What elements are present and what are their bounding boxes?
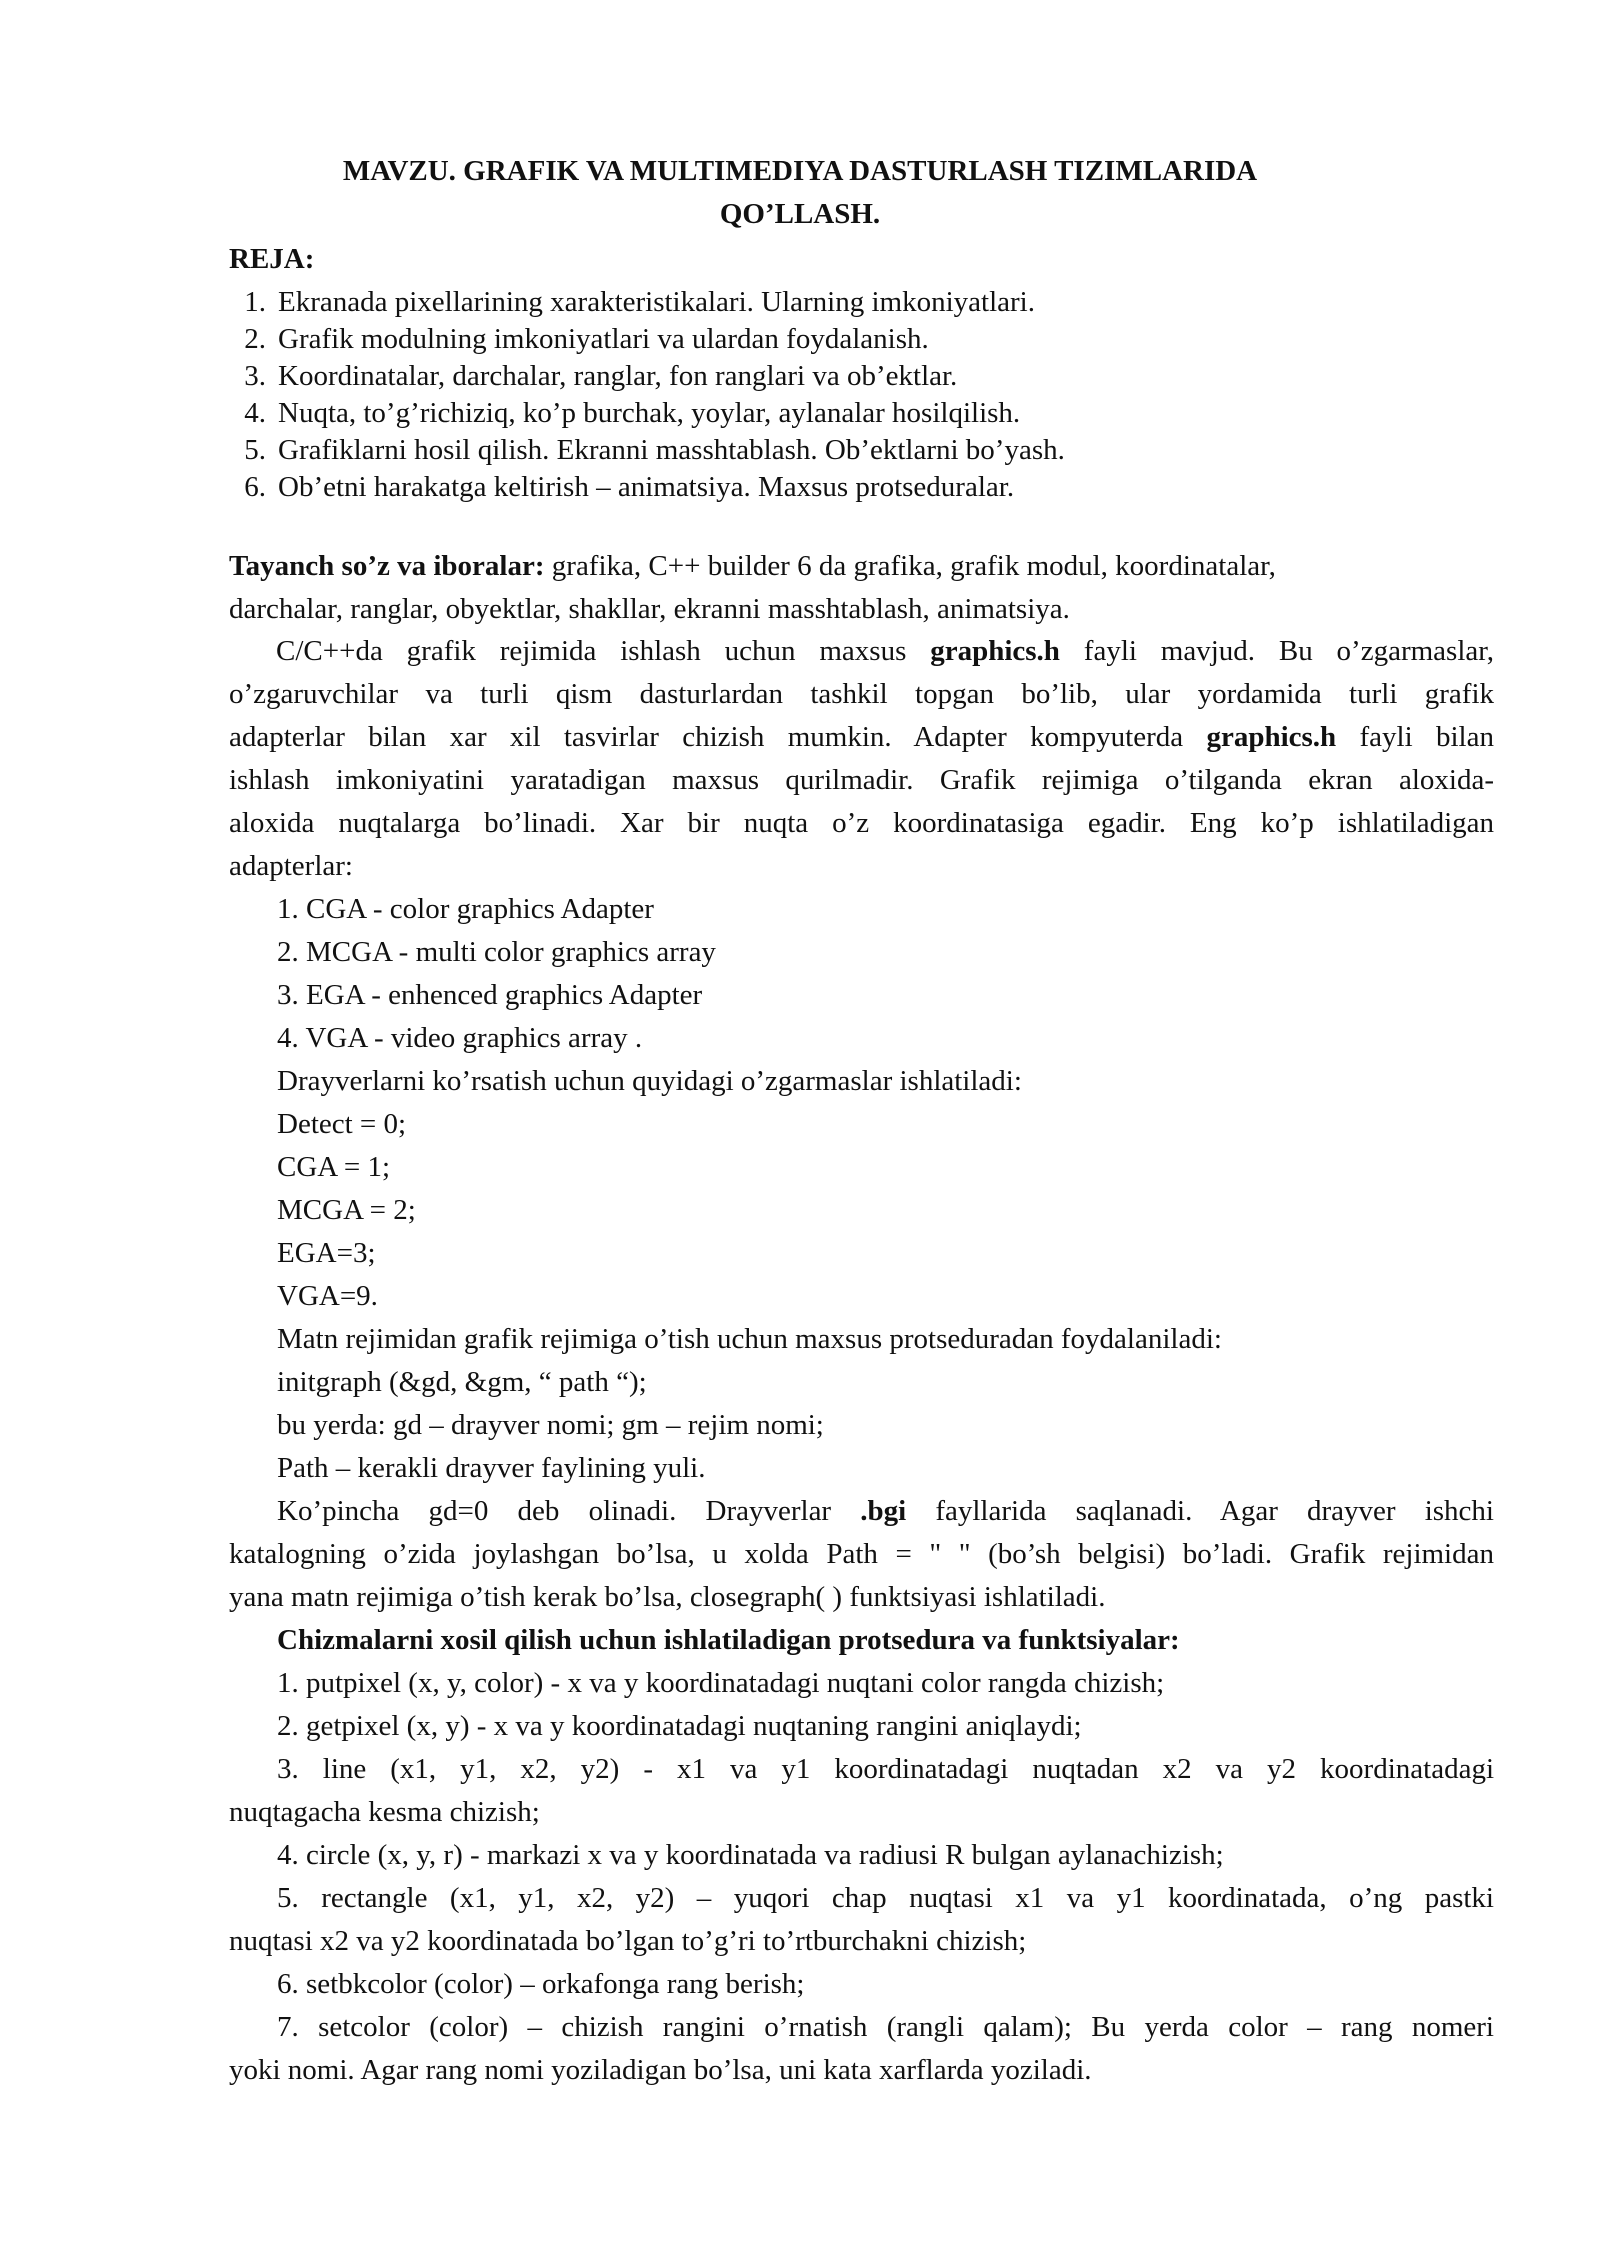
plan-item: 2. Grafik modulning imkoniyatlari va ulardan foydalanish. xyxy=(244,323,929,355)
adapter-item: 1. CGA - color graphics Adapter xyxy=(277,893,654,925)
plan-item: 5. Grafiklarni hosil qilish. Ekranni masshtablash. Ob’ektlarni bo’yash. xyxy=(244,434,1065,466)
adapter-item: 4. VGA - video graphics array . xyxy=(277,1022,643,1054)
function-item: 4. circle (x, y, r) - markazi x va y koordinatada va radiusi R bulgan aylanachizish; xyxy=(277,1839,1224,1871)
keywords-line-2: darchalar, ranglar, obyektlar, shakllar, ekranni masshtablash, animatsiya. xyxy=(229,593,1070,625)
function-item-continued: yoki nomi. Agar rang nomi yoziladigan bo’lsa, uni kata xarflarda yoziladi. xyxy=(229,2054,1092,2086)
note-line-2: katalogning o’zida joylashgan bo’lsa, u xolda Path = " " (bo’sh belgisi) bo’ladi. Grafik rejimidan xyxy=(229,1538,1494,1570)
function-item: 6. setbkcolor (color) – orkafonga rang berish; xyxy=(277,1968,805,2000)
function-item-continued: nuqtagacha kesma chizish; xyxy=(229,1796,540,1828)
intro-line-5: aloxida nuqtalarga bo’linadi. Xar bir nuqta o’z koordinatasiga egadir. Eng ko’p ishlatiladigan xyxy=(229,807,1494,839)
driver-constant: CGA = 1; xyxy=(277,1151,391,1183)
function-item: 3. line (x1, y1, x2, y2) - x1 va y1 koordinatadagi nuqtadan x2 va y2 koordinatadagi xyxy=(277,1753,1494,1785)
adapter-item: 2. MCGA - multi color graphics array xyxy=(277,936,716,968)
keywords-line-1: Tayanch so’z va iboralar: grafika, C++ builder 6 da grafika, grafik modul, koordinatalar, xyxy=(229,550,1276,582)
initgraph-call: initgraph (&gd, &gm, “ path “); xyxy=(277,1366,647,1398)
note-line-1: Ko’pincha gd=0 deb olinadi. Drayverlar .bgi fayllarida saqlanadi. Agar drayver ishchi xyxy=(277,1495,1494,1527)
plan-item: 3. Koordinatalar, darchalar, ranglar, fon ranglari va ob’ektlar. xyxy=(244,360,958,392)
plan-item: 6. Ob’etni harakatga keltirish – animatsiya. Maxsus protseduralar. xyxy=(244,471,1015,503)
intro-line-4: ishlash imkoniyatini yaratadigan maxsus qurilmadir. Grafik rejimiga o’tilganda ekran aloxida- xyxy=(229,764,1494,796)
functions-heading: Chizmalarni xosil qilish uchun ishlatiladigan protsedura va funktsiyalar: xyxy=(277,1624,1180,1656)
function-item: 2. getpixel (x, y) - x va y koordinatadagi nuqtaning rangini aniqlaydi; xyxy=(277,1710,1082,1742)
function-item: 7. setcolor (color) – chizish rangini o’rnatish (rangli qalam); Bu yerda color – rang nomeri xyxy=(277,2011,1494,2043)
title-line-1: MAVZU. GRAFIK VA MULTIMEDIYA DASTURLASH TIZIMLARIDA xyxy=(342,155,1258,187)
keywords-label: Tayanch so’z va iboralar: xyxy=(229,550,545,582)
driver-constant: EGA=3; xyxy=(277,1237,376,1269)
title-line-2: QO’LLASH. xyxy=(719,198,881,230)
adapter-item: 3. EGA - enhenced graphics Adapter xyxy=(277,979,703,1011)
plan-heading: REJA: xyxy=(229,243,315,275)
function-item: 1. putpixel (x, y, color) - x va y koordinatadagi nuqtani color rangda chizish; xyxy=(277,1667,1165,1699)
intro-line-1: C/C++da grafik rejimida ishlash uchun maxsus graphics.h fayli mavjud. Bu o’zgarmaslar, xyxy=(276,635,1495,667)
plan-item: 4. Nuqta, to’g’richiziq, ko’p burchak, yoylar, aylanalar hosilqilish. xyxy=(244,397,1021,429)
intro-line-2: o’zgaruvchilar va turli qism dasturlardan tashkil topgan bo’lib, ular yordamida turli grafik xyxy=(229,678,1494,710)
drivers-intro: Drayverlarni ko’rsatish uchun quyidagi o’zgarmaslar ishlatiladi: xyxy=(277,1065,1022,1097)
initgraph-path: Path – kerakli drayver faylining yuli. xyxy=(277,1452,706,1484)
driver-constant: MCGA = 2; xyxy=(277,1194,416,1226)
note-line-3: yana matn rejimiga o’tish kerak bo’lsa, closegraph( ) funktsiyasi ishlatiladi. xyxy=(229,1581,1106,1613)
initgraph-intro: Matn rejimidan grafik rejimiga o’tish uchun maxsus protseduradan foydalaniladi: xyxy=(277,1323,1222,1355)
function-item-continued: nuqtasi x2 va y2 koordinatada bo’lgan to’g’ri to’rtburchakni chizish; xyxy=(229,1925,1027,1957)
intro-line-6: adapterlar: xyxy=(229,850,353,882)
function-item: 5. rectangle (x1, y1, x2, y2) – yuqori chap nuqtasi x1 va y1 koordinatada, o’ng pastki xyxy=(277,1882,1494,1914)
intro-line-3: adapterlar bilan xar xil tasvirlar chizish mumkin. Adapter kompyuterda graphics.h fayli bilan xyxy=(229,721,1494,753)
initgraph-where: bu yerda: gd – drayver nomi; gm – rejim nomi; xyxy=(277,1409,824,1441)
plan-item: 1. Ekranada pixellarining xarakteristikalari. Ularning imkoniyatlari. xyxy=(244,286,1035,318)
driver-constant: Detect = 0; xyxy=(277,1108,407,1140)
driver-constant: VGA=9. xyxy=(277,1280,378,1312)
